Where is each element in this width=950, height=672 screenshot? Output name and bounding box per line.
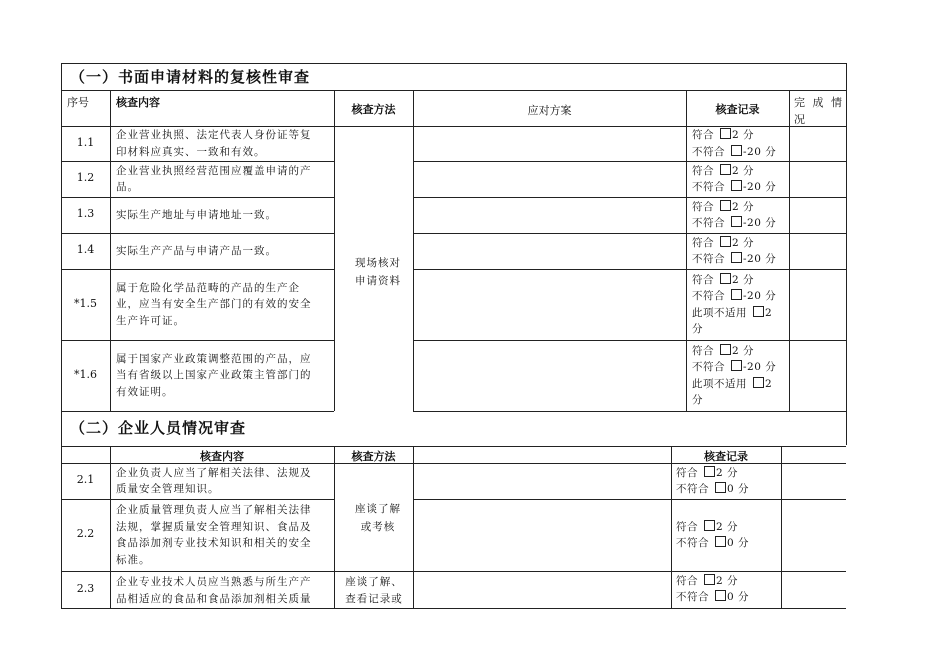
table-rule bbox=[846, 63, 847, 445]
record-label: 不符合 bbox=[676, 591, 709, 603]
table-rule bbox=[61, 197, 334, 198]
content-line: 食品添加剂专业技术知识和相关的安全 bbox=[116, 537, 312, 549]
row-content bbox=[116, 574, 330, 607]
record-label: 符合 bbox=[692, 200, 714, 213]
header-method: 核查方法 bbox=[351, 103, 396, 116]
table-rule bbox=[61, 63, 846, 64]
record-line bbox=[676, 573, 776, 590]
record-cell bbox=[676, 573, 776, 606]
header-method-2: 核查方法 bbox=[351, 450, 396, 463]
method-2-3: 座谈了解、查看记录或 bbox=[345, 576, 403, 605]
record-score: 2 bbox=[765, 306, 773, 319]
record-line bbox=[692, 288, 792, 305]
row-number: 1.1 bbox=[76, 135, 95, 149]
row-number: 2.2 bbox=[76, 527, 95, 540]
checkbox-icon[interactable] bbox=[753, 377, 764, 388]
table-rule bbox=[110, 90, 111, 411]
record-line bbox=[692, 163, 792, 180]
record-line bbox=[676, 519, 776, 536]
record-label: 不符合 bbox=[676, 483, 709, 495]
checkbox-icon[interactable] bbox=[731, 145, 742, 156]
record-score: 2 分 bbox=[732, 164, 755, 177]
checkbox-icon[interactable] bbox=[715, 590, 726, 601]
record-label: 符合 bbox=[676, 520, 698, 533]
table-rule bbox=[781, 446, 782, 608]
content-line: 标准。 bbox=[116, 553, 151, 566]
table-rule bbox=[413, 499, 846, 500]
record-label: 此项不适用 bbox=[692, 377, 747, 390]
record-line bbox=[676, 481, 776, 498]
table-rule bbox=[413, 90, 414, 411]
table-rule bbox=[61, 340, 334, 341]
record-label: 不符合 bbox=[692, 181, 725, 193]
row-content bbox=[116, 207, 330, 224]
row-number: 1.4 bbox=[76, 243, 95, 256]
record-label: 分 bbox=[692, 323, 703, 335]
record-label: 分 bbox=[692, 394, 703, 406]
record-line bbox=[692, 321, 792, 338]
record-label: 不符合 bbox=[692, 217, 725, 229]
checkbox-icon[interactable] bbox=[753, 306, 764, 317]
record-score: 0 分 bbox=[727, 591, 750, 603]
content-line: 有效证明。 bbox=[116, 385, 174, 398]
header-seq: 序号 bbox=[67, 96, 89, 109]
row-content bbox=[116, 280, 330, 330]
record-cell bbox=[676, 465, 776, 498]
table-rule bbox=[110, 446, 111, 608]
checkbox-icon[interactable] bbox=[731, 180, 742, 191]
table-rule bbox=[686, 90, 687, 411]
content-line: 企业营业执照、法定代表人身份证等复 bbox=[116, 129, 312, 141]
table-rule bbox=[61, 233, 334, 234]
table-rule bbox=[413, 446, 414, 608]
record-score: 2 分 bbox=[732, 273, 755, 286]
checkbox-icon[interactable] bbox=[720, 344, 731, 355]
header-record: 核查记录 bbox=[715, 103, 760, 116]
table-rule bbox=[61, 90, 846, 91]
header-content: 核查内容 bbox=[116, 96, 160, 109]
record-score: 2 分 bbox=[732, 200, 755, 213]
row-content bbox=[116, 127, 330, 160]
section-2-title: （二）企业人员情况审查 bbox=[70, 419, 247, 437]
row-number: 1.2 bbox=[76, 171, 95, 184]
record-cell bbox=[692, 127, 792, 160]
record-score: -20 分 bbox=[743, 253, 777, 265]
record-line bbox=[692, 376, 792, 393]
row-number: *1.5 bbox=[74, 296, 97, 310]
record-label: 符合 bbox=[692, 344, 714, 357]
content-line: 印材料应真实、一致和有效。 bbox=[116, 145, 266, 158]
row-content bbox=[116, 163, 330, 196]
checkbox-icon[interactable] bbox=[720, 128, 731, 139]
record-line bbox=[692, 272, 792, 289]
method-merged: 现场核对申请资料 bbox=[355, 257, 401, 287]
record-cell bbox=[692, 199, 792, 232]
record-line bbox=[692, 392, 792, 409]
checkbox-icon[interactable] bbox=[704, 466, 715, 477]
record-score: 0 分 bbox=[727, 537, 750, 549]
record-label: 不符合 bbox=[692, 145, 725, 158]
record-score: 2 bbox=[765, 377, 773, 390]
record-score: -20 分 bbox=[743, 181, 777, 193]
table-rule bbox=[61, 446, 846, 447]
content-line: 企业营业执照经营范围应覆盖申请的产 bbox=[116, 164, 312, 177]
row-number: 1.3 bbox=[76, 207, 95, 220]
table-rule bbox=[413, 411, 846, 412]
checkbox-icon[interactable] bbox=[704, 520, 715, 531]
record-label: 符合 bbox=[676, 466, 698, 479]
table-rule bbox=[61, 411, 334, 412]
record-cell bbox=[692, 272, 792, 338]
checkbox-icon[interactable] bbox=[731, 216, 742, 227]
table-rule bbox=[61, 269, 334, 270]
table-rule bbox=[413, 269, 846, 270]
row-number: *1.6 bbox=[74, 367, 97, 381]
row-content bbox=[116, 243, 330, 260]
record-line bbox=[692, 251, 792, 268]
row-content bbox=[116, 502, 330, 568]
record-line bbox=[676, 589, 776, 606]
content-line: 业，应当有安全生产部门的有效的安全 bbox=[116, 298, 312, 311]
table-rule bbox=[61, 608, 846, 609]
record-score: 2 分 bbox=[716, 520, 739, 533]
checkbox-icon[interactable] bbox=[720, 164, 731, 175]
record-cell bbox=[692, 235, 792, 268]
record-score: 2 分 bbox=[716, 466, 739, 479]
checkbox-icon[interactable] bbox=[715, 536, 726, 547]
content-line: 属于危险化学品范畴的产品的生产企 bbox=[116, 281, 300, 294]
record-score: 2 分 bbox=[732, 129, 755, 141]
table-rule bbox=[334, 90, 335, 411]
header-plan: 应对方案 bbox=[527, 104, 572, 117]
record-score: -20 分 bbox=[743, 217, 777, 229]
content-line: 质量安全管理知识。 bbox=[116, 483, 220, 495]
header-content-2: 核查内容 bbox=[200, 450, 244, 463]
record-line bbox=[692, 235, 792, 252]
record-score: 2 分 bbox=[732, 236, 755, 249]
content-line: 实际生产产品与申请产品一致。 bbox=[116, 244, 277, 257]
record-label: 符合 bbox=[692, 236, 714, 249]
table-rule bbox=[671, 446, 672, 608]
record-label: 不符合 bbox=[692, 253, 725, 265]
record-line bbox=[692, 179, 792, 196]
record-label: 符合 bbox=[692, 164, 714, 177]
record-cell bbox=[676, 519, 776, 552]
checkbox-icon[interactable] bbox=[704, 574, 715, 585]
record-score: -20 分 bbox=[743, 145, 777, 158]
content-line: 企业专业技术人员应当熟悉与所生产产 bbox=[116, 576, 312, 588]
method-merged-2: 座谈了解或考核 bbox=[355, 503, 401, 533]
checkbox-icon[interactable] bbox=[731, 252, 742, 263]
record-score: -20 分 bbox=[743, 361, 777, 373]
section-1-title: （一）书面申请材料的复核性审查 bbox=[70, 68, 311, 86]
row-content bbox=[116, 465, 330, 498]
header-status: 完 成 情 况 bbox=[794, 96, 844, 126]
checkbox-icon[interactable] bbox=[720, 236, 731, 247]
record-score: 0 分 bbox=[727, 483, 750, 495]
row-content bbox=[116, 351, 330, 401]
record-score: -20 分 bbox=[743, 290, 777, 302]
checkbox-icon[interactable] bbox=[715, 482, 726, 493]
record-score: 2 分 bbox=[732, 344, 755, 357]
record-label: 不符合 bbox=[676, 537, 709, 549]
content-line: 品相适应的食品和食品添加剂相关质量 bbox=[116, 592, 312, 605]
content-line: 实际生产地址与申请地址一致。 bbox=[116, 208, 277, 221]
record-line bbox=[692, 359, 792, 376]
record-label: 不符合 bbox=[692, 290, 725, 302]
record-cell bbox=[692, 163, 792, 196]
record-label: 此项不适用 bbox=[692, 306, 747, 319]
record-line bbox=[692, 305, 792, 322]
record-line bbox=[692, 127, 792, 144]
content-line: 企业质量管理负责人应当了解相关法律 bbox=[116, 504, 312, 516]
record-line bbox=[692, 144, 792, 161]
record-score: 2 分 bbox=[716, 574, 739, 587]
content-line: 属于国家产业政策调整范围的产品，应 bbox=[116, 352, 312, 365]
checkbox-icon[interactable] bbox=[731, 289, 742, 300]
row-number: 2.3 bbox=[76, 581, 95, 595]
record-line bbox=[692, 215, 792, 232]
table-rule bbox=[334, 446, 335, 608]
record-label: 不符合 bbox=[692, 361, 725, 373]
record-label: 符合 bbox=[692, 273, 714, 286]
checkbox-icon[interactable] bbox=[720, 273, 731, 284]
record-cell bbox=[692, 343, 792, 409]
content-line: 当有省级以上国家产业政策主管部门的 bbox=[116, 369, 312, 382]
content-line: 企业负责人应当了解相关法律、法规及 bbox=[116, 466, 312, 479]
checkbox-icon[interactable] bbox=[720, 200, 731, 211]
table-rule bbox=[413, 340, 846, 341]
content-line: 生产许可证。 bbox=[116, 314, 185, 327]
row-number: 2.1 bbox=[76, 473, 95, 486]
table-rule bbox=[61, 499, 334, 500]
header-record-2: 核查记录 bbox=[704, 450, 748, 463]
record-label: 符合 bbox=[692, 129, 714, 141]
content-line: 品。 bbox=[116, 181, 139, 193]
record-line bbox=[676, 465, 776, 482]
record-label: 符合 bbox=[676, 574, 698, 587]
record-line bbox=[692, 343, 792, 360]
record-line bbox=[676, 535, 776, 552]
checkbox-icon[interactable] bbox=[731, 360, 742, 371]
content-line: 法规，掌握质量安全管理知识、食品及 bbox=[116, 520, 312, 533]
record-line bbox=[692, 199, 792, 216]
